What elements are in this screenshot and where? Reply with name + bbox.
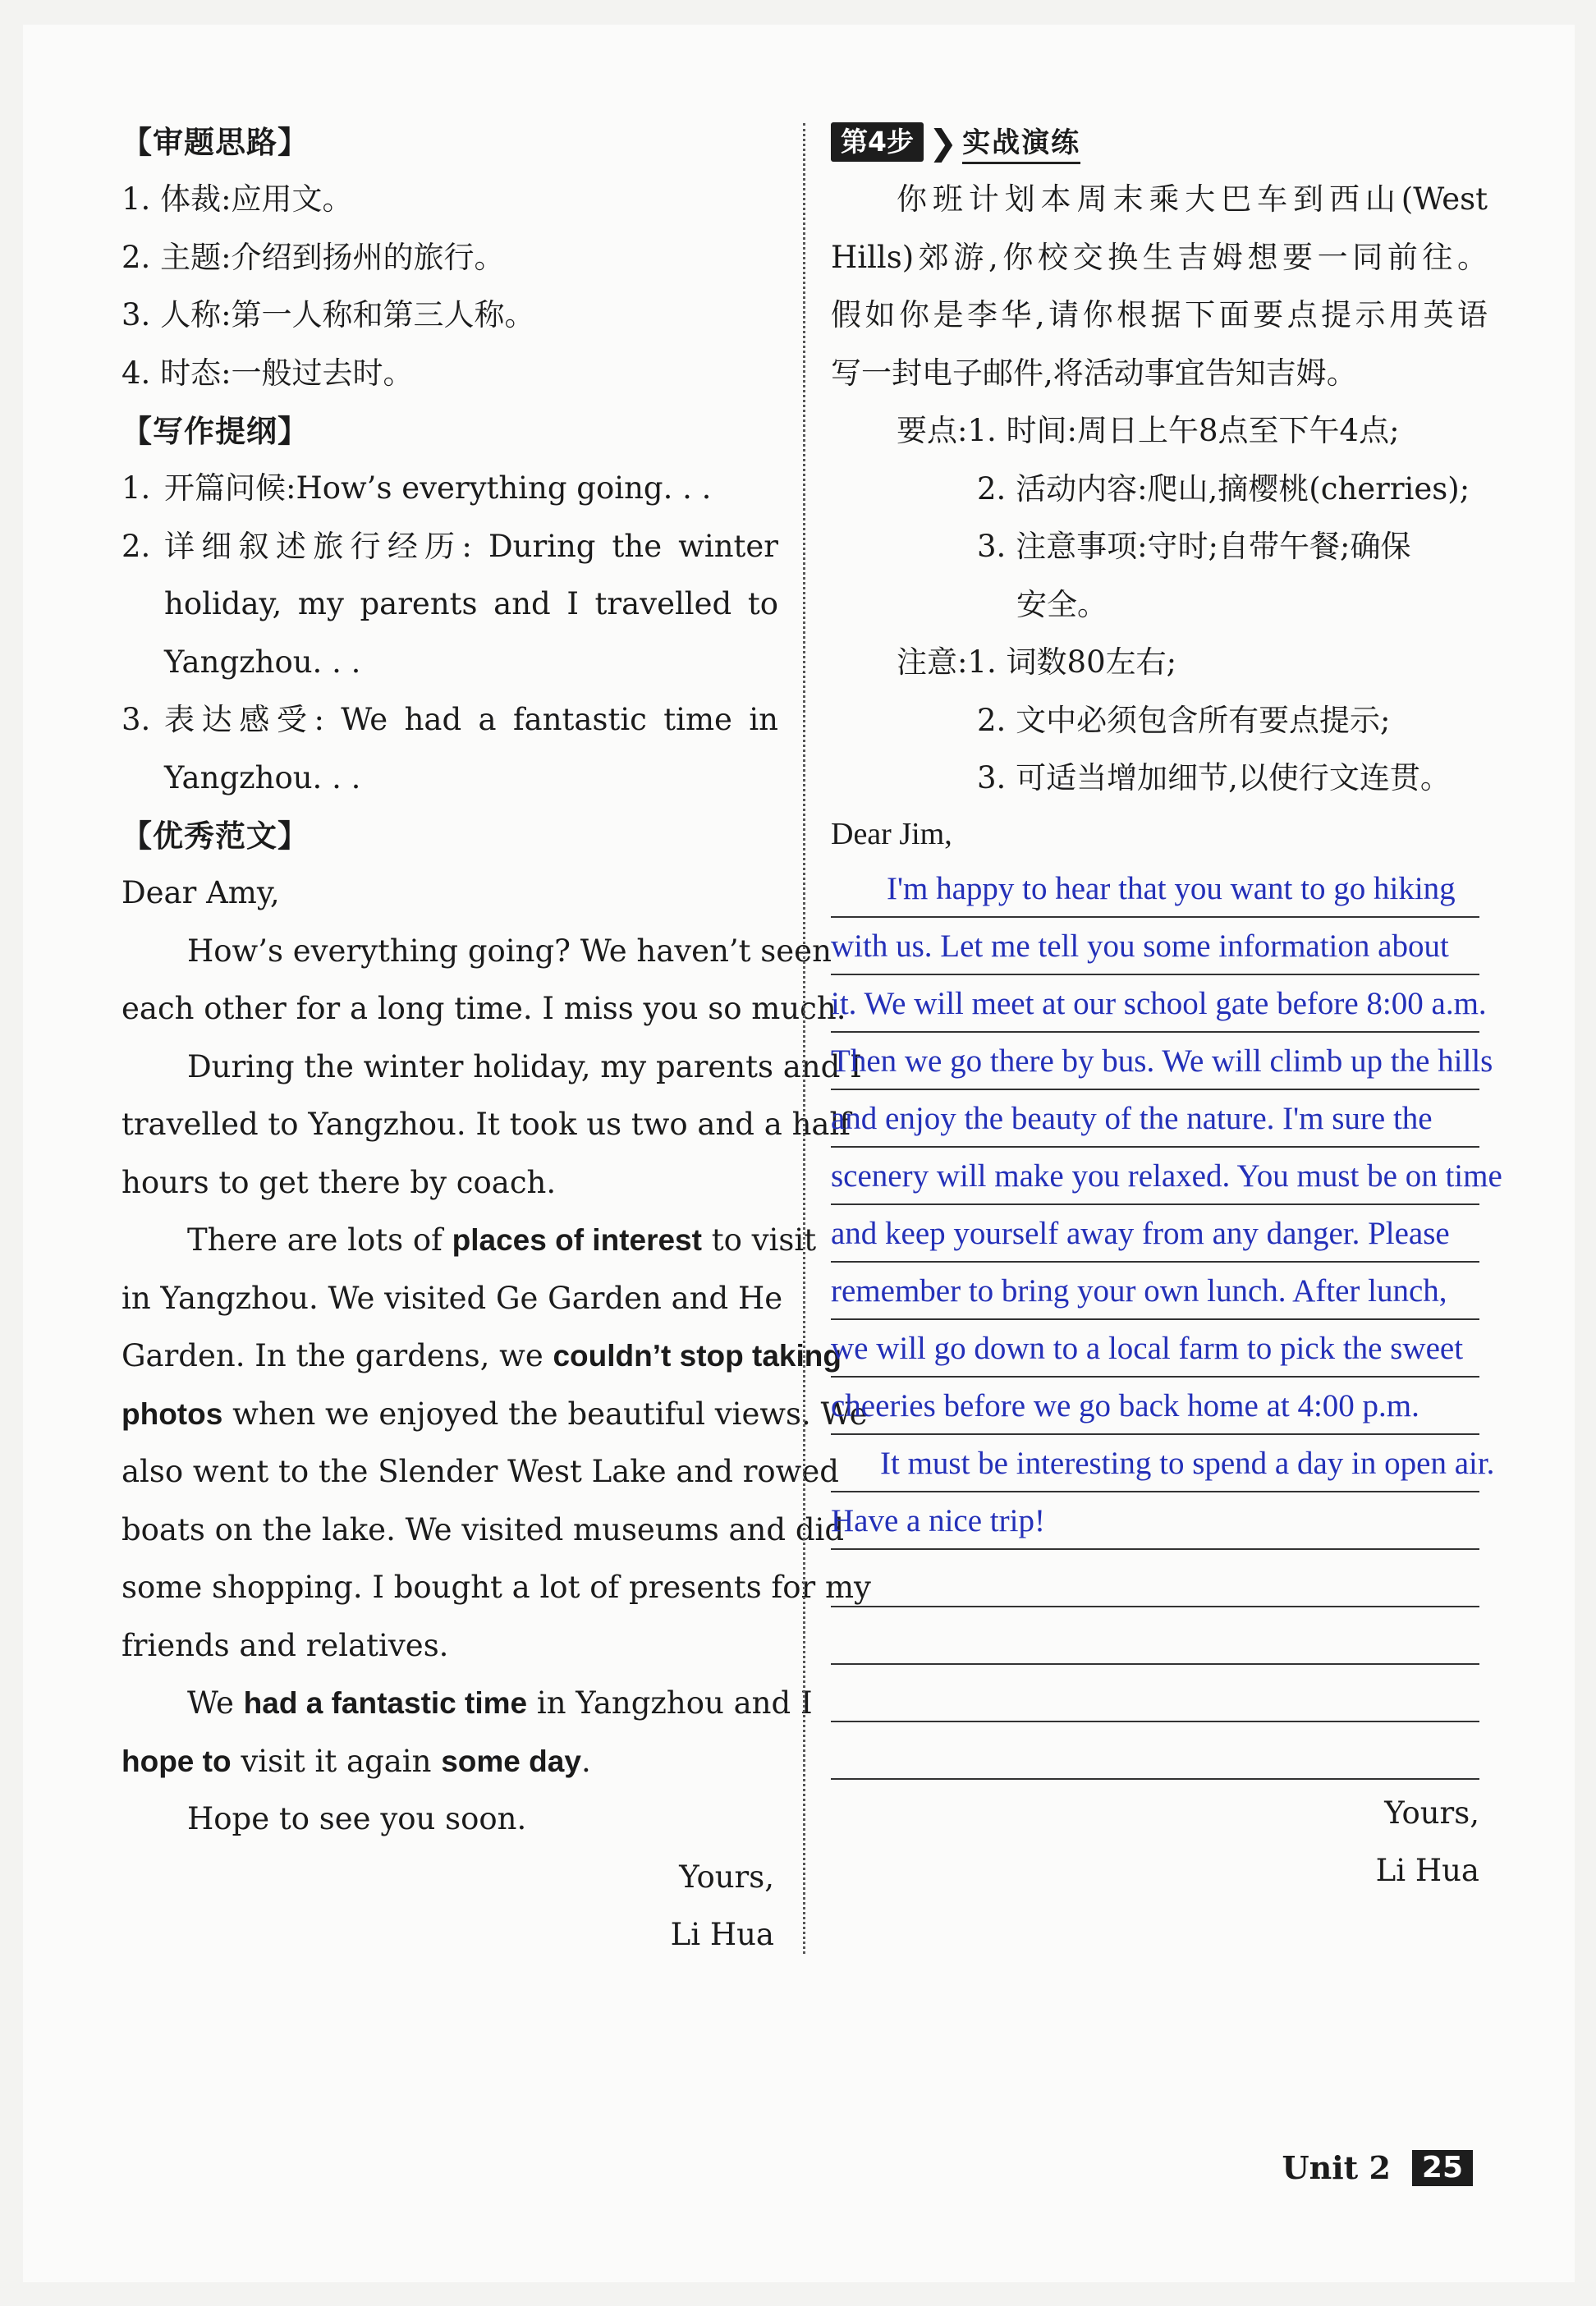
- answer-line-blank[interactable]: [831, 1665, 1479, 1722]
- sample-sign-off: Yours,: [679, 1859, 774, 1895]
- sample-heading: 【优秀范文】: [122, 818, 309, 854]
- right-column: [831, 113, 1502, 1900]
- step-header: [831, 113, 1488, 171]
- answer-greeting: Dear Jim,: [831, 816, 952, 851]
- task-prompt: 你班计划本周末乘大巴车到西山(West Hills)郊游,你校交换生吉姆想要一同前往。 假如你是李华,请你根据下面要点提示用英语 写一封电子邮件,将活动事宜告知吉姆。: [831, 181, 1488, 391]
- page-number: 25: [1412, 2150, 1473, 2186]
- sample-paragraph: We had a fantastic time in Yangzhou and I hope to visit it again some day.: [122, 1685, 813, 1779]
- sample-signature: Li Hua: [670, 1917, 774, 1952]
- key-phrase: hope to: [122, 1744, 232, 1778]
- outline-item: 3. 表达感受: We had a fantastic time in Yangzhou. . .: [122, 702, 778, 795]
- outline-heading: 【写作提纲】: [122, 413, 309, 449]
- key-phrase: photos: [122, 1396, 223, 1431]
- step-badge: 第4步: [831, 122, 924, 162]
- column-divider: [803, 123, 805, 1954]
- answer-line[interactable]: I'm happy to hear that you want to go hiking: [831, 860, 1479, 918]
- outline-item: 2. 详细叙述旅行经历: During the winter holiday, my parents and I travelled to Yangzhou. . .: [122, 528, 778, 680]
- sample-paragraph: During the winter holiday, my parents and I travelled to Yangzhou. It took us two and a half hours to get there by coach.: [122, 1048, 862, 1200]
- approach-item: 4. 时态:一般过去时。: [122, 355, 414, 391]
- left-column: [122, 113, 871, 1964]
- approach-item: 3. 人称:第一人称和第三人称。: [122, 297, 535, 332]
- key-phrase: places of interest: [452, 1223, 702, 1257]
- answer-area[interactable]: [831, 860, 1502, 1780]
- answer-signature: Li Hua: [1375, 1853, 1479, 1888]
- answer-line[interactable]: It must be interesting to spend a day in open air.: [831, 1435, 1479, 1492]
- approach-item: 1. 体裁:应用文。: [122, 181, 353, 217]
- answer-line-blank[interactable]: [831, 1607, 1479, 1665]
- sample-paragraph: There are lots of places of interest to visit in Yangzhou. We visited Ge Garden and He Garden. In the gardens, we couldn’t stop taking photos when we enjoyed the beautiful views. We also went to the Slender West Lake and rowed boats on the lake. We visited museums and did some shopping. I bought a lot of presents for my friends and relatives.: [122, 1222, 871, 1663]
- answer-line[interactable]: we will go down to a local farm to pick the sweet: [831, 1320, 1479, 1378]
- answer-line-blank[interactable]: [831, 1550, 1479, 1607]
- approach-item: 2. 主题:介绍到扬州的旅行。: [122, 239, 505, 275]
- sample-greeting: Dear Amy,: [122, 875, 280, 910]
- answer-line[interactable]: and enjoy the beauty of the nature. I'm sure the: [831, 1090, 1479, 1148]
- chevron-right-icon: ❯: [928, 121, 958, 163]
- outline-item: 1. 开篇问候:How’s everything going. . .: [122, 470, 712, 506]
- answer-line[interactable]: Then we go there by bus. We will climb up the hills: [831, 1033, 1479, 1090]
- key-phrase: couldn’t stop taking: [553, 1339, 842, 1373]
- step-title: 实战演练: [962, 120, 1080, 164]
- key-phrase: had a fantastic time: [243, 1686, 528, 1720]
- page-footer: [1282, 2149, 1473, 2186]
- answer-line[interactable]: and keep yourself away from any danger. Please: [831, 1205, 1479, 1263]
- answer-line[interactable]: scenery will make you relaxed. You must be on time: [831, 1148, 1479, 1205]
- points-list: 要点:1. 时间:周日上午8点至下午4点; 2. 活动内容:爬山,摘樱桃(cherries); 3. 注意事项:守时;自带午餐;确保 安全。: [897, 413, 1470, 622]
- notes-list: 注意:1. 词数80左右; 2. 文中必须包含所有要点提示; 3. 可适当增加细节,以使行文连贯。: [897, 644, 1451, 795]
- sample-closing-wish: Hope to see you soon.: [187, 1801, 527, 1836]
- answer-line[interactable]: it. We will meet at our school gate before 8:00 a.m.: [831, 975, 1479, 1033]
- approach-heading: 【审题思路】: [122, 124, 309, 160]
- unit-label: Unit 2: [1282, 2149, 1391, 2186]
- answer-line[interactable]: Have a nice trip!: [831, 1492, 1479, 1550]
- key-phrase: some day: [441, 1744, 581, 1778]
- answer-line[interactable]: cheeries before we go back home at 4:00 p.m.: [831, 1378, 1479, 1435]
- answer-sign-off: Yours,: [1384, 1795, 1479, 1831]
- sample-paragraph: How’s everything going? We haven’t seen each other for a long time. I miss you so much.: [122, 933, 846, 1026]
- answer-line[interactable]: remember to bring your own lunch. After lunch,: [831, 1263, 1479, 1320]
- answer-line-blank[interactable]: [831, 1722, 1479, 1780]
- answer-line[interactable]: with us. Let me tell you some information about: [831, 918, 1479, 975]
